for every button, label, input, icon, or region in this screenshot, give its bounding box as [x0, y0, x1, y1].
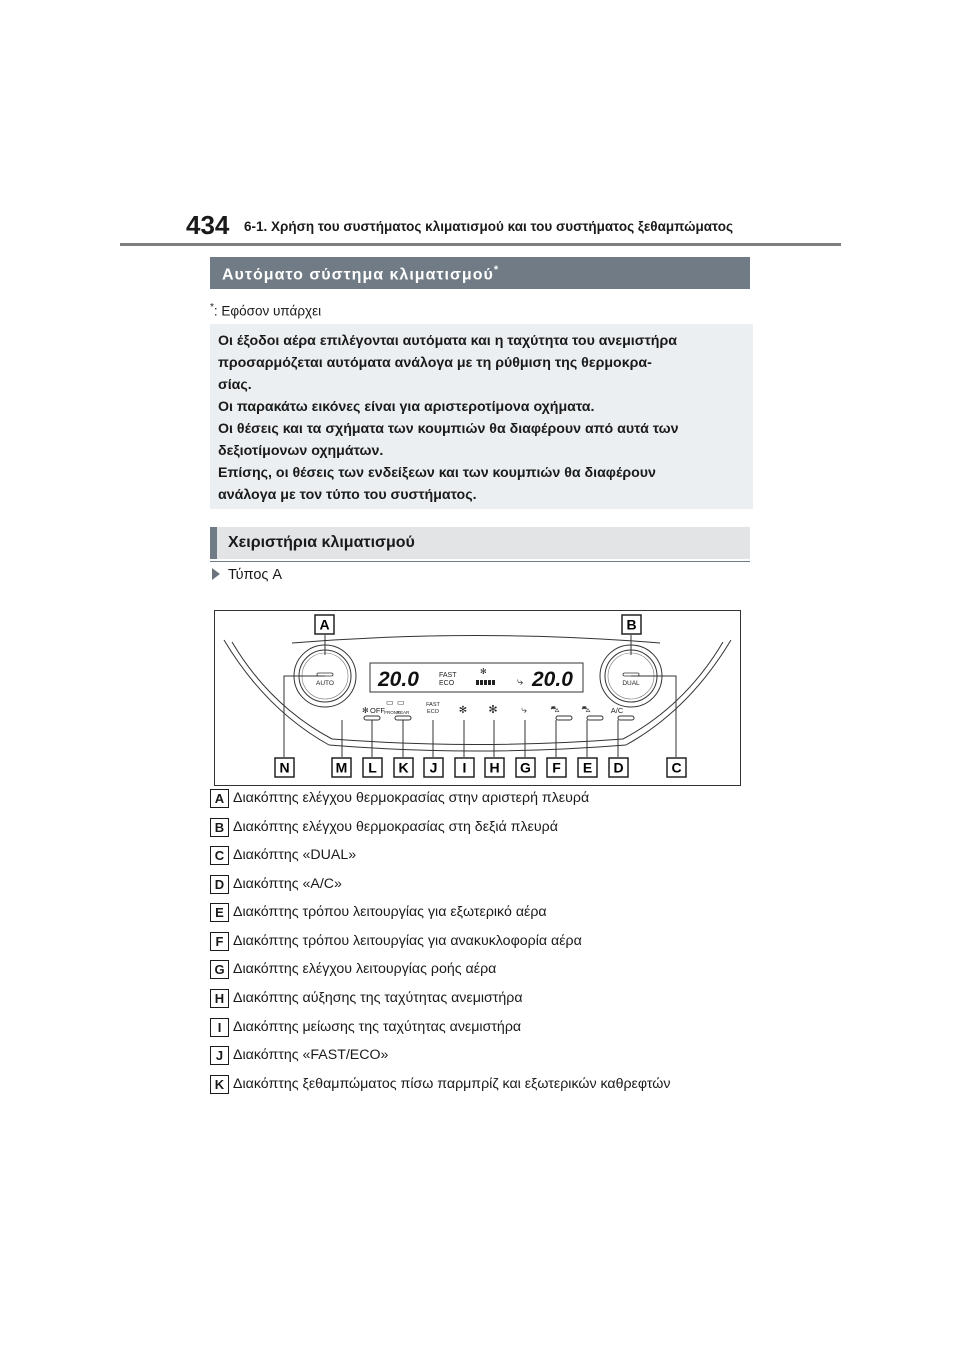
legend-badge: I: [210, 1018, 229, 1037]
legend-text: Διακόπτης τρόπου λειτουργίας για εξωτερικό αέρα: [233, 904, 547, 920]
fan-high-icon: ✻: [488, 704, 498, 716]
callout-label: C: [671, 759, 682, 776]
header-rule: [120, 243, 841, 246]
legend-badge: A: [210, 789, 229, 808]
intro-line: σίας.: [218, 377, 252, 393]
display-fast: FAST: [439, 672, 457, 679]
footnote-text: : Εφόσον υπάρχει: [213, 303, 322, 319]
intro-line: δεξιοτίμονων οχημάτων.: [218, 443, 384, 459]
callout-label: H: [489, 759, 500, 776]
section-accent: [210, 527, 217, 559]
btn-rear-label: REAR: [396, 710, 410, 715]
climate-display: [370, 663, 583, 692]
callout-label: G: [520, 759, 531, 776]
type-label: [212, 567, 282, 583]
legend-badge: F: [210, 932, 229, 951]
callout-label: E: [582, 759, 593, 776]
climate-panel-figure: [214, 610, 741, 786]
knob-right-label: DUAL: [622, 680, 640, 687]
svg-text:B: B: [626, 616, 637, 633]
callout-label: M: [335, 759, 348, 776]
legend-text: Διακόπτης αύξησης της ταχύτητας ανεμιστήρα: [233, 990, 523, 1006]
section-title-mark: *: [493, 264, 500, 276]
display-eco: ECO: [439, 680, 455, 687]
section-title: Χειριστήρια κλιματισμού: [228, 534, 415, 551]
display-right-temp: 20.0: [532, 668, 573, 691]
intro-box: [210, 324, 753, 509]
front-defrost-icon: ▭: [386, 698, 394, 707]
btn-front-label: FRONT: [384, 710, 400, 715]
triangle-bullet-icon: [212, 568, 220, 580]
legend-text: Διακόπτης «FAST/ECO»: [233, 1047, 389, 1063]
legend-badge: K: [210, 1075, 229, 1094]
legend-badge: H: [210, 989, 229, 1008]
type-label-text: Τύπος A: [228, 567, 283, 583]
airflow-mode-icon: ⤷: [517, 676, 524, 688]
btn-ac-label: A/C: [610, 706, 624, 715]
callout-label: I: [462, 759, 467, 776]
legend-text: Διακόπτης τρόπου λειτουργίας για ανακυκλοφορία αέρα: [233, 933, 582, 949]
fan-low-icon: ✻: [458, 705, 468, 716]
knob-left-label: AUTO: [316, 680, 334, 687]
legend-badge: E: [210, 903, 229, 922]
btn-fast-label: FAST: [426, 702, 440, 708]
legend-badge: D: [210, 875, 229, 894]
callout-label: J: [429, 759, 438, 776]
callout-label: N: [279, 759, 290, 776]
btn-eco-label: ECO: [427, 709, 439, 715]
footnote-mark: *: [210, 302, 214, 313]
footnote: [210, 302, 321, 319]
legend-badge: J: [210, 1046, 229, 1065]
callout-label: D: [613, 759, 624, 776]
legend-text: Διακόπτης «DUAL»: [233, 847, 357, 863]
btn-off-label: OFF: [370, 706, 385, 715]
svg-text:A: A: [319, 616, 330, 633]
legend-text: Διακόπτης μείωσης της ταχύτητας ανεμιστήρα: [233, 1019, 522, 1035]
legend-text: Διακόπτης ελέγχου θερμοκρασίας στην αριστερή πλευρά: [233, 790, 590, 806]
page-number: 434: [186, 210, 230, 240]
callout-top-a: [315, 615, 334, 634]
intro-line: Οι θέσεις και τα σχήματα των κουμπιών θα διαφέρουν από αυτά των: [218, 421, 679, 437]
legend-text: Διακόπτης ξεθαμπώματος πίσω παρμπρίζ και εξωτερικών καθρεφτών: [233, 1076, 671, 1092]
intro-line: Οι παρακάτω εικόνες είναι για αριστεροτίμονα οχήματα.: [218, 399, 595, 415]
legend-text: Διακόπτης ελέγχου θερμοκρασίας στη δεξιά πλευρά: [233, 819, 558, 835]
callout-top-b: [622, 615, 641, 634]
intro-line: προσαρμόζεται αυτόματα ανάλογα με τη ρύθμιση της θερμοκρα-: [218, 355, 652, 371]
recirculation-icon: ⛍: [550, 704, 560, 714]
legend-badge: C: [210, 846, 229, 865]
intro-line: Επίσης, οι θέσεις των ενδείξεων και των κουμπιών θα διαφέρουν: [218, 465, 656, 481]
section-rule: [210, 561, 750, 562]
section-title: Αυτόματο σύστημα κλιματισμού: [222, 266, 494, 284]
fan-off-icon: ✻: [362, 706, 369, 715]
display-left-temp: 20.0: [378, 668, 419, 691]
intro-line: Οι έξοδοι αέρα επιλέγονται αυτόματα και η ταχύτητα του ανεμιστήρα: [218, 333, 677, 349]
legend-text: Διακόπτης ελέγχου λειτουργίας ροής αέρα: [233, 961, 497, 977]
callout-label: F: [552, 759, 561, 776]
intro-line: ανάλογα με τον τύπο του συστήματος.: [218, 487, 477, 503]
chapter-title: 6-1. Χρήση του συστήματος κλιματισμού και του συστήματος ξεθαμπώματος: [244, 219, 733, 234]
rear-defrost-icon: ▭: [397, 698, 405, 707]
section-heading-controls: [210, 527, 750, 559]
legend-badge: B: [210, 818, 229, 837]
section-heading-auto-ac: [210, 257, 750, 289]
svg-text:✻: ✻: [480, 667, 487, 676]
outside-air-icon: ⛍: [581, 704, 591, 714]
legend-text: Διακόπτης «A/C»: [233, 876, 342, 892]
legend-badge: G: [210, 960, 229, 979]
callout-label: K: [398, 759, 409, 776]
airflow-mode-button-icon: ⤷: [521, 705, 527, 716]
callout-label: L: [368, 759, 377, 776]
